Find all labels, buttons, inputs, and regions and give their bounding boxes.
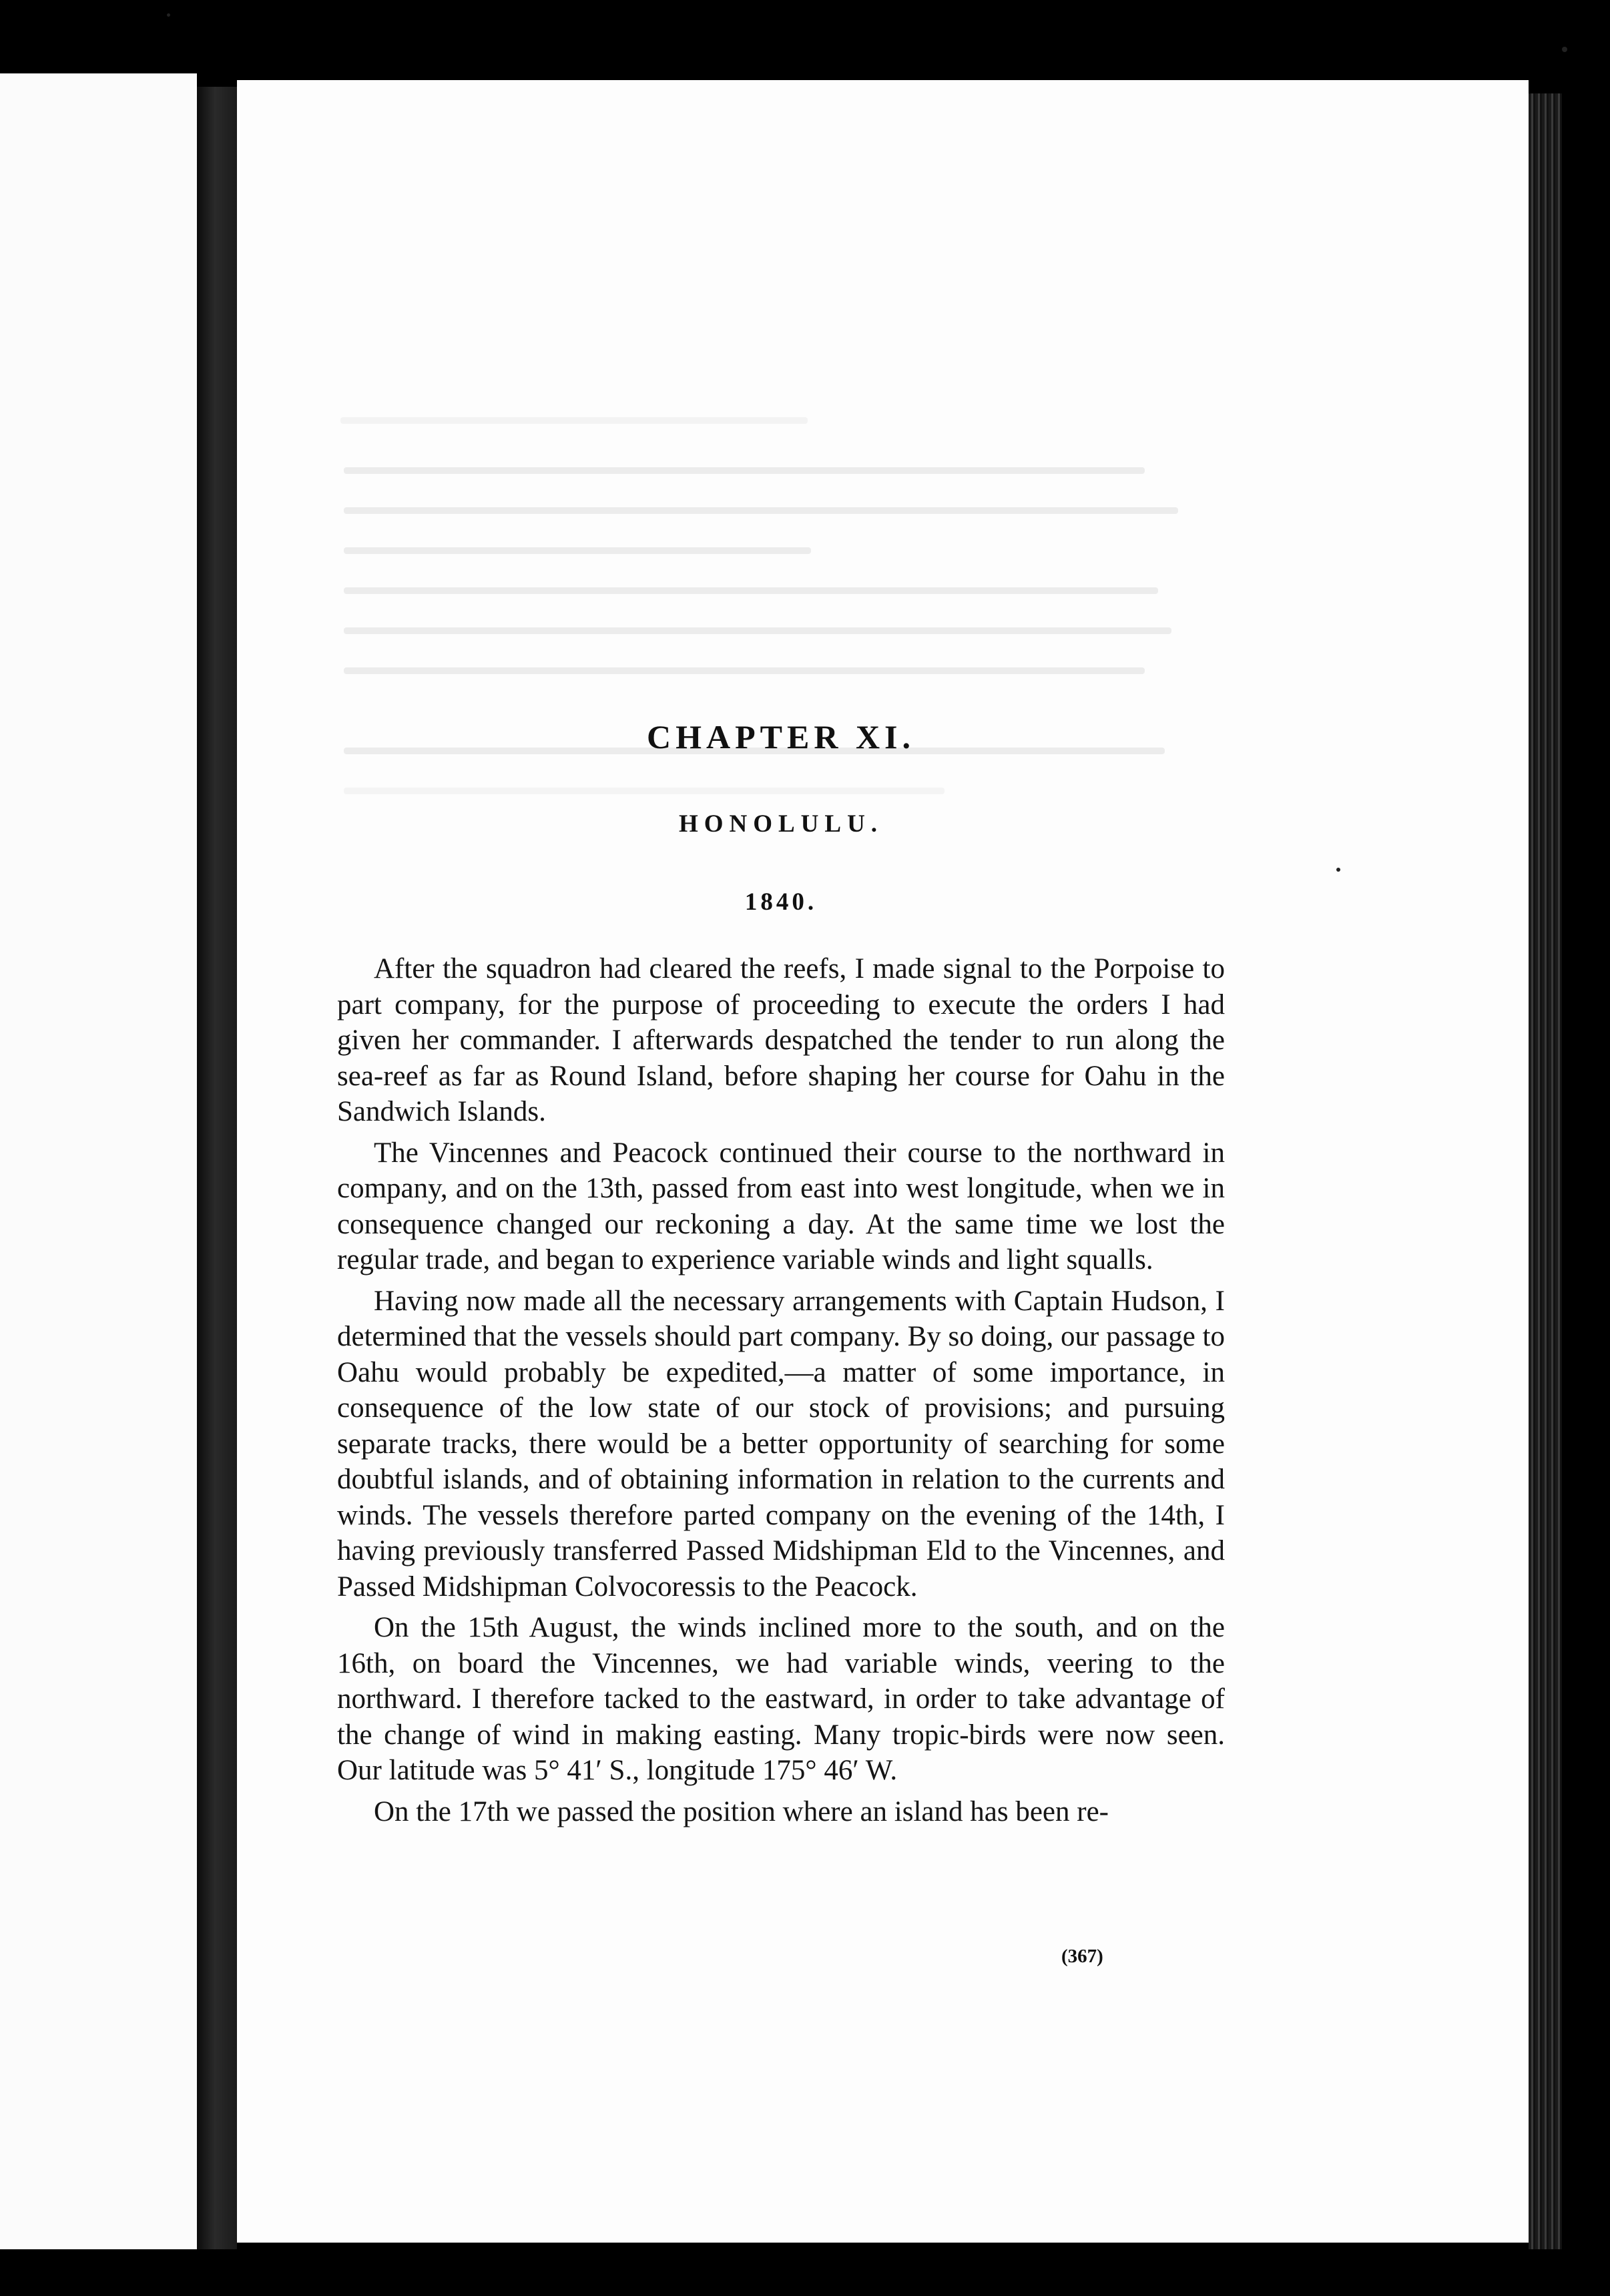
paragraph: On the 17th we passed the position where an island has been re-: [374, 1795, 1109, 1827]
paragraph: The Vincennes and Peacock continued their course to the northward in company, and on the 13th, passed from east into west longitude, when we in consequence changed our reckoning a day. At the same time we lost the regular trade, and began to experience variable winds and light squalls.: [337, 1137, 1225, 1275]
scan-speck: [1336, 868, 1340, 872]
show-through-line: [344, 467, 1145, 474]
show-through-line: [344, 587, 1158, 594]
scan-speck: [1562, 47, 1567, 52]
paragraph: Having now made all the necessary arrangements with Captain Hudson, I determined that the vessels should part company. By so doing, our passage to Oahu would probably be expedited,—a matter of some importance, in consequence of the low state of our stock of provisions; and pursuing separate tracks, there would be a better opportunity of searching for some doubtful islands, and of obtaining information in relation to the currents and winds. The vessels therefore parted company on the evening of the 14th, I having previously transferred Passed Midshipman Eld to the Vincennes, and Passed Midshipman Colvocoressis to the Peacock.: [337, 1285, 1225, 1603]
page-number: (367): [1061, 1946, 1103, 1967]
show-through-line: [344, 507, 1178, 514]
paragraph: After the squadron had cleared the reefs, I made signal to the Porpoise to part company, for the purpose of proceeding to execute the orders I had given her commander. I afterwards despatched the tender to run along the sea-reef as far as Round Island, before shaping her course for Oahu in the Sandwich Islands.: [337, 953, 1225, 1127]
show-through-line: [344, 627, 1171, 634]
show-through-line: [344, 667, 1145, 674]
show-through-line: [340, 417, 808, 424]
paragraph: On the 15th August, the winds inclined more to the south, and on the 16th, on board the Vincennes, we had variable winds, veering to the northward. I therefore tacked to the eastward, in order to take advantage of the change of wind in making easting. Many tropic-birds were now seen. Our latitude was 5° 41′ S., longitude 175° 46′ W.: [337, 1612, 1225, 1786]
show-through-line: [344, 547, 811, 554]
body-text: [337, 951, 1225, 1835]
book-gutter: [197, 87, 237, 2249]
chapter-title: CHAPTER XI.: [646, 718, 916, 756]
page-edges: [1529, 93, 1562, 2249]
chapter-subtitle: HONOLULU.: [678, 810, 884, 838]
chapter-year: 1840.: [744, 888, 818, 916]
left-page-margin: [0, 73, 197, 2249]
show-through-line: [344, 788, 945, 794]
scan-speck: [167, 13, 170, 17]
